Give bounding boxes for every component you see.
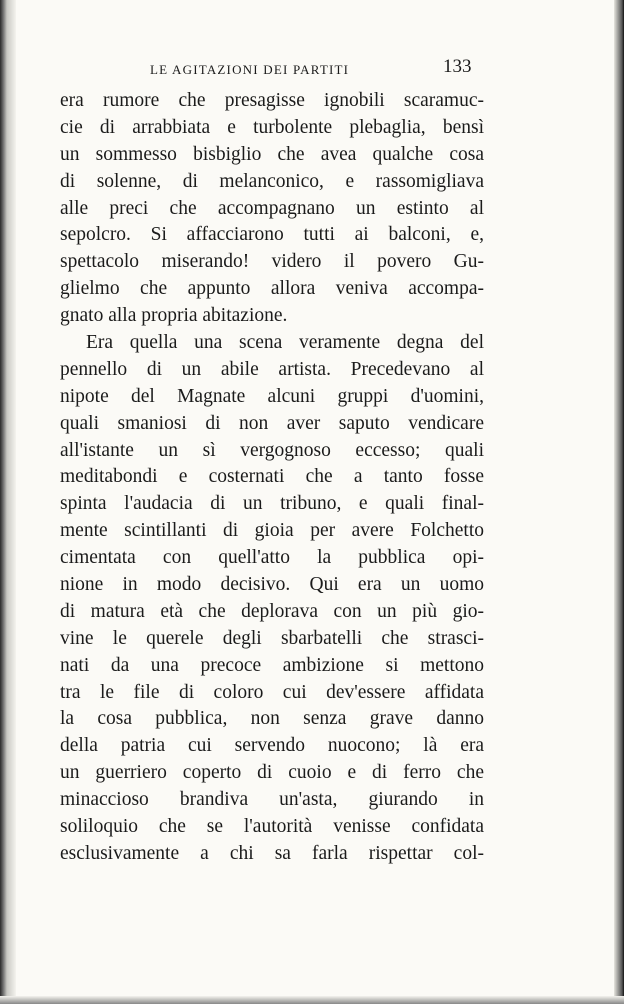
text-line: un guerriero coperto di cuoio e di ferro che (60, 762, 484, 784)
text-line: mente scintillanti di gioia per avere Folchetto (60, 520, 484, 542)
paragraph (60, 330, 484, 868)
body-text (60, 88, 484, 868)
page-edge-right (614, 0, 624, 1004)
text-line: soliloquio che se l'autorità venisse confidata (60, 816, 484, 838)
text-line: tra le file di coloro cui dev'essere affidata (60, 681, 484, 703)
text-line: Era quella una scena veramente degna del (86, 332, 484, 354)
text-line: esclusivamente a chi sa farla rispettar col- (60, 842, 484, 864)
text-line: nipote del Magnate alcuni gruppi d'uomini, (60, 385, 484, 407)
text-line: minaccioso brandiva un'asta, giurando in (60, 789, 484, 811)
text-line: glielmo che appunto allora veniva accompa- (60, 278, 484, 300)
text-line: cimentata con quell'atto la pubblica opi- (60, 547, 484, 569)
text-line: era rumore che presagisse ignobili scaramuc- (60, 90, 484, 111)
page-header (60, 56, 490, 86)
text-line: la cosa pubblica, non senza grave danno (60, 708, 484, 730)
page-edge-left (0, 0, 16, 1004)
running-head: LE AGITAZIONI DEI PARTITI (150, 62, 350, 77)
paragraph (60, 88, 484, 330)
text-line: cie di arrabbiata e turbolente plebaglia, bensì (60, 116, 484, 138)
text-line: all'istante un sì vergognoso eccesso; quali (60, 439, 484, 461)
page-number: 133 (443, 56, 472, 77)
text-line: vine le querele degli sbarbatelli che strasci- (60, 627, 484, 649)
text-line: spettacolo miserando! videro il povero Gu- (60, 251, 484, 273)
text-line: pennello di un abile artista. Precedevano al (60, 358, 484, 380)
text-line: di solenne, di melanconico, e rassomigliava (60, 170, 484, 192)
text-line: spinta l'audacia di un tribuno, e quali final- (60, 493, 484, 515)
text-line: quali smaniosi di non aver saputo vendicare (60, 412, 484, 434)
text-line: nati da una precoce ambizione si mettono (60, 654, 484, 676)
text-line: nione in modo decisivo. Qui era un uomo (60, 574, 484, 596)
page-edge-bottom (0, 996, 624, 1004)
text-line: della patria cui servendo nuocono; là era (60, 735, 484, 757)
text-line: meditabondi e costernati che a tanto fosse (60, 466, 484, 488)
text-line: sepolcro. Si affacciarono tutti ai balconi, e, (60, 224, 484, 246)
text-line: gnato alla propria abitazione. (60, 305, 288, 327)
text-line: un sommesso bisbiglio che avea qualche cosa (60, 143, 484, 165)
text-line: alle preci che accompagnano un estinto al (60, 197, 484, 219)
text-line: di matura età che deplorava con un più gio- (60, 600, 484, 622)
